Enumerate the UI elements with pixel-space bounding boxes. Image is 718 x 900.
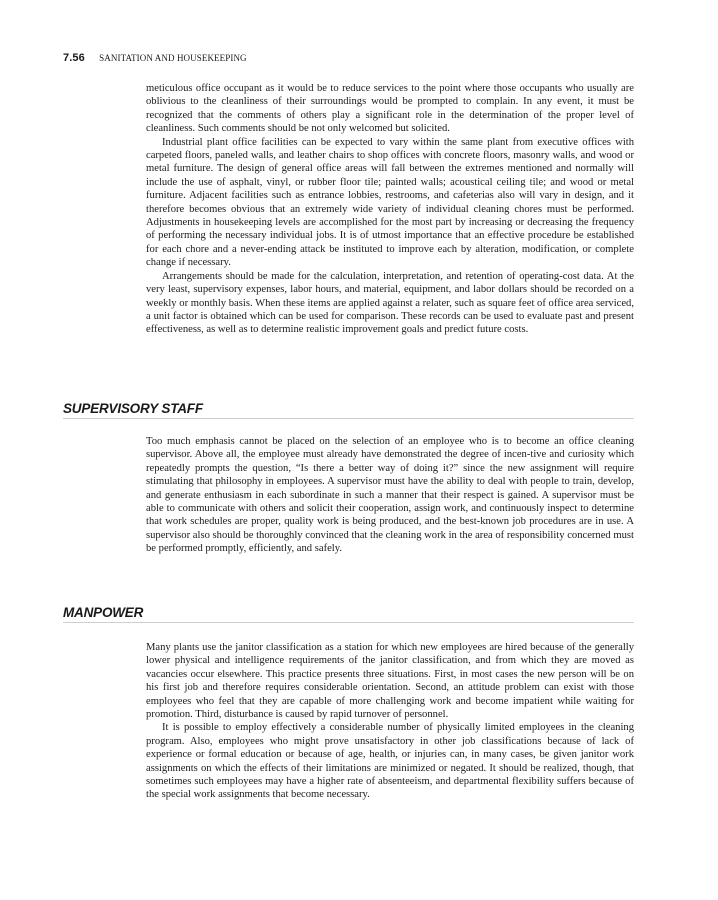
page-number: 7.56 xyxy=(63,52,85,64)
section-heading-supervisory-staff: SUPERVISORY STAFF xyxy=(63,401,634,419)
intro-paragraph-2: Industrial plant office facilities can be expected to vary within the same plant from executive offices with carpeted floors, paneled walls, and leather chairs to shop offices with concrete floors, masonry walls, and wood or metal furniture. The design of general office areas will fall between the extremes mentioned and normally will include the use of asphalt, vinyl, or rubber floor tile; painted walls; acoustical ceiling tile; and wood or metal furniture. Adjacent facilities such as entrance lobbies, restrooms, and cafeterias also will vary in design, and it therefore becomes obvious that an extremely wide variety of individual cleaning chores must be performed. Adjustments in housekeeping levels are accomplished for the most part by increasing or decreasing the frequency of performing the necessary individual jobs. It is of utmost importance that an effective procedure be established for each chore and a never-ending attack be instituted to improve each by alteration, modification, or complete change if necessary. xyxy=(146,136,634,269)
running-title: SANITATION AND HOUSEKEEPING xyxy=(99,53,247,63)
running-header xyxy=(63,52,663,64)
manpower-paragraph-2: It is possible to employ effectively a considerable number of physically limited employees in the cleaning program. Also, employees who might prove unsatisfactory in other job classifications because of lack of experience or formal education or because of age, health, or injuries can, in many cases, be given janitor work assignments on which the effects of their limitations are minimized or negated. It should be realized, though, that sometimes such employees may have a higher rate of absenteeism, and departmental flexibility suffers because of the special work assignments that become necessary. xyxy=(146,722,634,801)
manpower-paragraph-1: Many plants use the janitor classification as a station for which new employees are hired because of the generally lower physical and intelligence requirements of the janitor classification, and from which they are moved as vacancies occur elsewhere. This practice presents three situations. First, in most cases the new person will be on his first job and therefore requires considerable orientation. Second, an attitude problem can exist with those employees who feel that they are capable of more challenging work and become impatient while waiting for promotion. Third, disturbance is caused by rapid turnover of personnel. xyxy=(146,642,634,721)
section-heading-manpower: MANPOWER xyxy=(63,605,634,623)
intro-paragraph-3: Arrangements should be made for the calculation, interpretation, and retention of operating-cost data. At the very least, supervisory expenses, labor hours, and material, equipment, and labor dollars should be recorded on a weekly or monthly basis. When these items are applied against a relater, such as square feet of office area serviced, a unit factor is obtained which can be used for comparison. These records can be used to evaluate past and present effectiveness, as well as to determine realistic improvement goals and predict future costs. xyxy=(146,270,634,336)
intro-section xyxy=(146,82,634,337)
intro-paragraph-1: meticulous office occupant as it would be to reduce services to the point where those occupants who usually are oblivious to the cleanliness of their surroundings would be prompted to complain. In any event, it must be recognized that the comments of others play a significant role in the determination of the proper level of cleanliness. Such comments should be not only welcomed but solicited. xyxy=(146,83,634,135)
supervisory-section xyxy=(146,435,634,556)
supervisory-paragraph-1: Too much emphasis cannot be placed on the selection of an employee who is to become an office cleaning supervisor. Above all, the employee must already have demonstrated the degree of incen-tive and curiosity which repeatedly prompts the question, “Is there a better way of doing it?” since the new assignment will require stimulating that philosophy in employees. A supervisor must have the ability to deal with people to train, develop, and generate enthusiasm in each subordinate in such a manner that their respect is gained. A supervisor must be able to communicate with others and solicit their cooperation, assign work, and continuously inspect to determine that work schedules are proper, quality work is being produced, and the best-known job procedures are in use. A supervisor also should be thoroughly convinced that the cleaning work in the area of responsibility concerned must be performed promptly, efficiently, and safely. xyxy=(146,436,634,555)
manpower-section xyxy=(146,641,634,802)
